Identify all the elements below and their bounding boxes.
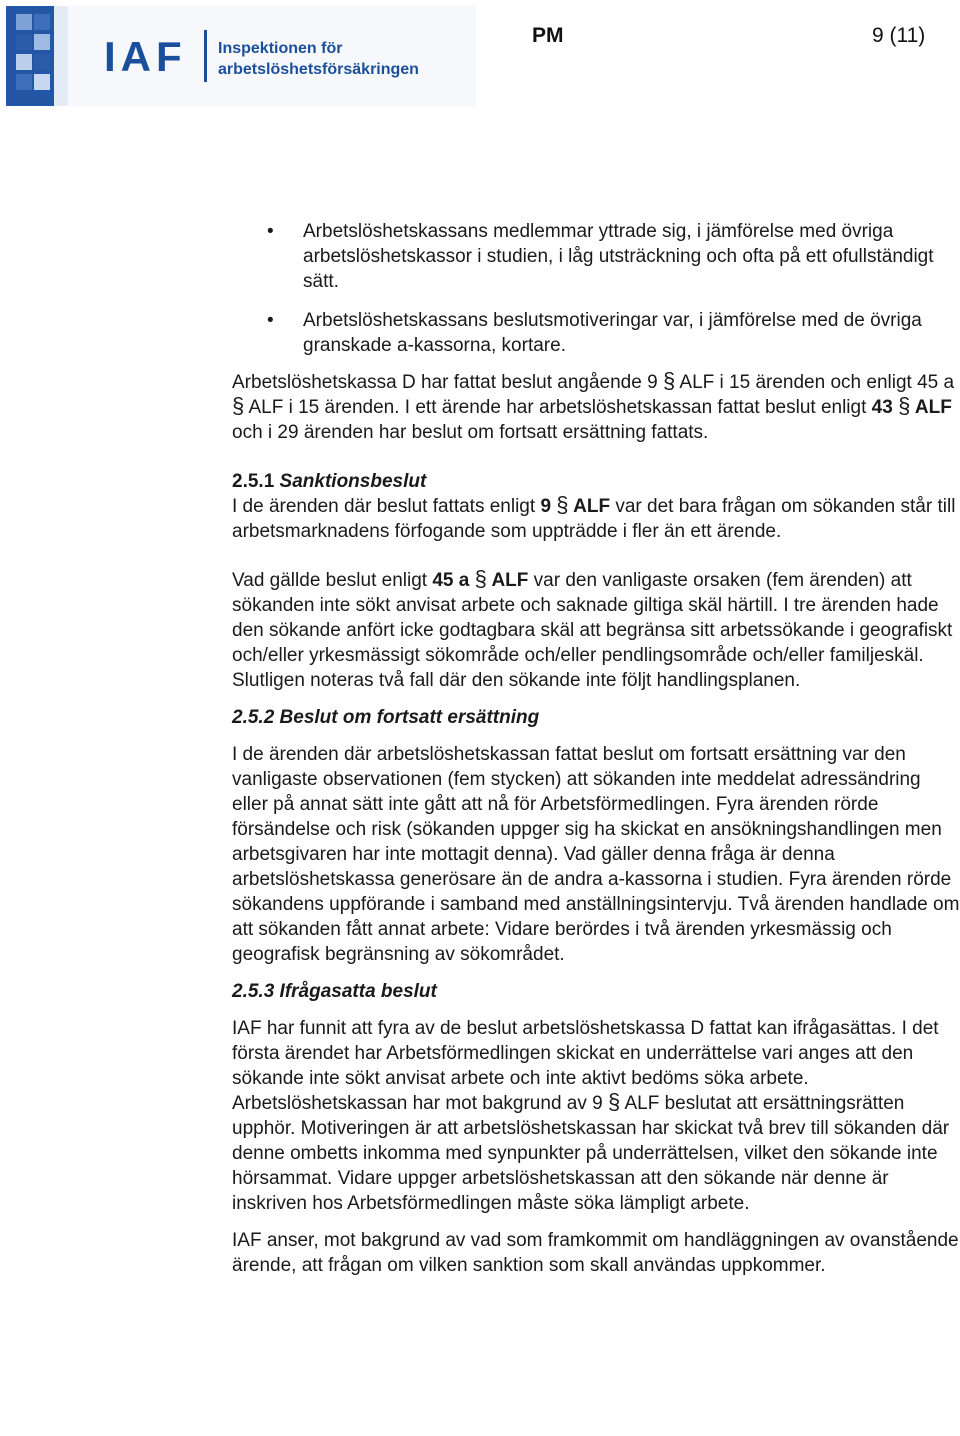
text-run: Vad gällde beslut enligt: [232, 570, 433, 591]
text-run: I de ärenden där beslut fattats enligt: [232, 496, 541, 517]
paragraph: [232, 568, 960, 693]
paragraph: I de ärenden där arbetslöshetskassan fattat beslut om fortsatt ersättning var den vanligaste observationen (fem stycken) att sökanden inte meddelat adressändring eller på annat sätt inte gått att nå för Arbetsförmedlingen. Fyra ärenden rörde försändelse och risk (sökanden uppger sig ha skickat en ansökningshandlingen men arbetsgivaren har inte mottagit denna). Vad gäller denna fråga är denna arbetslöshetskassa generösare än de andra a-kassorna i studien. Fyra ärenden rörde sökandens uppförande i samband med anställningsintervju. Två ärenden handlade om att sökanden fått annat arbete: Vidare berördes i två ärenden yrkesmässig och geografisk begränsning av sökområdet.: [232, 744, 960, 965]
paragraph: [232, 1016, 960, 1216]
text-run: och i 29 ärenden har beslut om fortsatt ersättning fattats.: [232, 422, 709, 443]
list-item: [231, 219, 960, 294]
bold-run: 9: [540, 496, 552, 517]
section-symbol: §: [662, 368, 676, 393]
bold-run: ALF: [568, 496, 611, 517]
list-item: [231, 308, 960, 358]
document-body: [232, 219, 960, 1278]
text-run: Arbetslöshetskassa D har fattat beslut angående 9: [232, 372, 663, 393]
page-number: 9 (11): [872, 24, 926, 47]
section-heading: 2.5.2 Beslut om fortsatt ersättning: [232, 707, 540, 728]
bullet-icon: •: [267, 310, 274, 331]
section-heading: [232, 469, 960, 494]
section-symbol: §: [556, 492, 569, 517]
iaf-logo: [6, 6, 476, 106]
heading-number: 2.5.1: [232, 471, 275, 492]
text-run: IAF har funnit att fyra av de beslut arbetslöshetskassa D fattat kan ifrågasättas. I det första ärendet har Arbetsförmedlingen skickat en underrättelse vari anges att den sökande inte sökt anvisat arbete och inte aktivt bedöms söka arbete. Arbetslöshetskassan har mot bakgrund av 9: [232, 1018, 939, 1114]
document-type: PM: [532, 24, 564, 47]
bullet-list: [232, 219, 960, 358]
paragraph: [232, 494, 960, 544]
paragraph-summary: [232, 370, 960, 445]
section-heading: 2.5.3 Ifrågasatta beslut: [232, 981, 437, 1002]
bullet-icon: •: [267, 221, 274, 242]
heading-title: Sanktionsbeslut: [274, 471, 427, 492]
logo-wordmark: IAF: [104, 33, 187, 80]
logo-subtitle-line2: arbetslöshetsförsäkringen: [218, 61, 419, 78]
text-run: var den vanligaste orsaken (fem ärenden) att sökanden inte sökt anvisat arbete och saknade giltiga skäl härtill. I tre ärenden hade den sökande anfört icke godtagbara skäl att begränsa sitt arbetssökande i geografiskt och/eller yrkesmässigt sökområde och/eller pendlingsområde och/eller familjeskäl. Slutligen noteras två fall där den sökande inte följt handlingsplanen.: [232, 570, 953, 691]
text-run: var det bara frågan om sökanden står till arbetsmarknadens förfogande som uppträdde i fler än ett ärende.: [232, 496, 956, 542]
list-item-text: Arbetslöshetskassans medlemmar yttrade sig, i jämförelse med övriga arbetslöshetskassor i studien, i låg utsträckning och ofta på ett ofullständigt sätt.: [303, 221, 934, 292]
section-symbol: §: [607, 1089, 621, 1114]
bold-run: ALF: [910, 397, 952, 418]
bold-run: 45 a: [432, 570, 470, 591]
bold-run: ALF: [486, 570, 529, 591]
text-run: ALF i 15 ärenden och enligt 45 a: [675, 372, 955, 393]
text-run: ALF beslutat att ersättningsrätten upphör. Motiveringen är att arbetslöshetskassan har skickat två brev till sökanden där denne ombetts inkomma med synpunkter på underrättelsen, vilket den sökande inte hörsammat. Vidare uppger arbetslöshetskassan att den sökande när denne är inskriven hos Arbetsförmedlingen måste söka lämpligt arbete.: [232, 1093, 950, 1214]
text-run: ALF i 15 ärenden. I ett ärende har arbetslöshetskassan fattat beslut enligt: [244, 397, 872, 418]
section-symbol: §: [232, 393, 245, 418]
list-item-text: Arbetslöshetskassans beslutsmotiveringar var, i jämförelse med de övriga granskade a-kassorna, kortare.: [303, 310, 922, 356]
section-symbol: §: [898, 393, 911, 418]
section-symbol: §: [474, 566, 487, 591]
logo-subtitle-line1: Inspektionen för: [218, 40, 343, 57]
bold-run: 43: [871, 397, 893, 418]
paragraph: IAF anser, mot bakgrund av vad som framkommit om handläggningen av ovanstående ärende, att frågan om vilken sanktion som skall användas uppkommer.: [232, 1230, 959, 1276]
